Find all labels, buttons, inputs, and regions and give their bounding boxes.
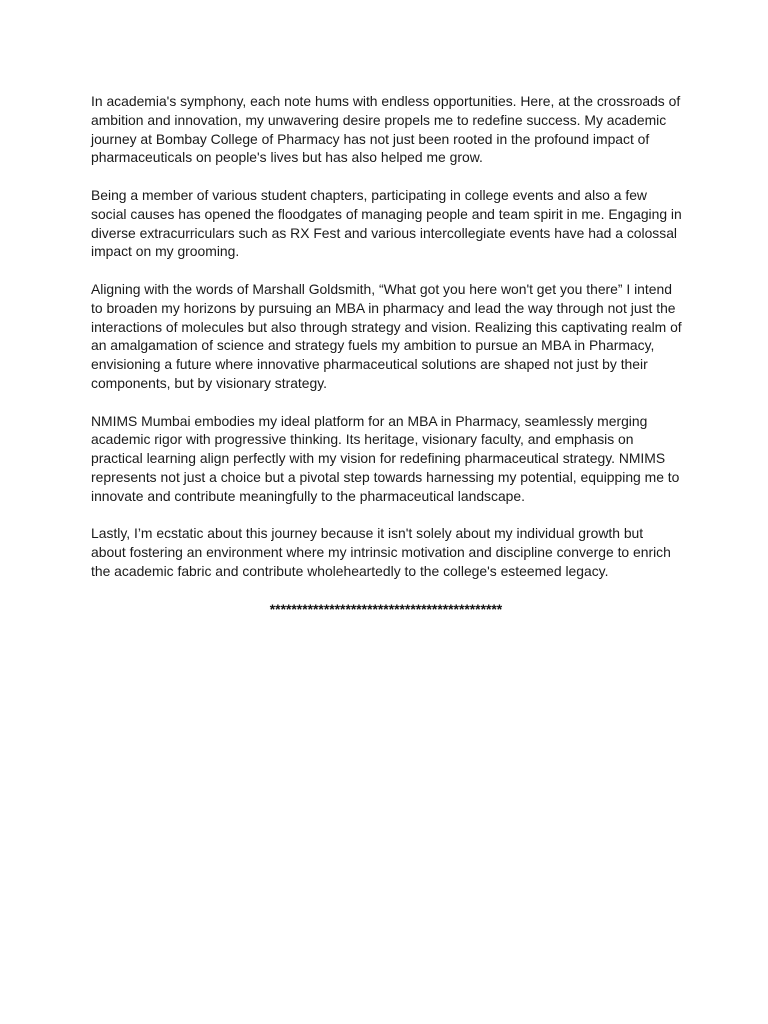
paragraph-goals: Aligning with the words of Marshall Goldsmith, “What got you here won't get you there” I intend to broaden my horizons by pursuing an MBA in pharmacy and lead the way through not just the interactions of molecules but also through strategy and vision. Realizing this captivating realm of an amalgamation of science and strategy fuels my ambition to pursue an MBA in Pharmacy, envisioning a future where innovative pharmaceutical solutions are shaped not just by their components, but by visionary strategy. — [91, 280, 682, 391]
paragraph-nmims: NMIMS Mumbai embodies my ideal platform for an MBA in Pharmacy, seamlessly merging academic rigor with progressive thinking. Its heritage, visionary faculty, and emphasis on practical learning align perfectly with my vision for redefining pharmaceutical strategy. NMIMS represents not just a choice but a pivotal step towards harnessing my potential, equipping me to innovate and contribute meaningfully to the pharmaceutical landscape. — [91, 412, 680, 504]
paragraph-intro: In academia's symphony, each note hums with endless opportunities. Here, at the crossroads of ambition and innovation, my unwavering desire propels me to redefine success. My academic journey at Bombay College of Pharmacy has not just been rooted in the profound impact of pharmaceuticals on people's lives but has also helped me grow. — [91, 93, 681, 166]
paragraph-activities: Being a member of various student chapters, participating in college events and also a few social causes has opened the floodgates of managing people and team spirit in me. Engaging in diverse extracurriculars such as RX Fest and various intercollegiate events have had a colossal impact on my grooming. — [91, 186, 682, 260]
asterisk-divider: ******************************************* — [269, 600, 503, 617]
paragraph-closing: Lastly, I’m ecstatic about this journey because it isn't solely about my individual growth but about fostering an environment where my intrinsic motivation and discipline converge to enrich the academic fabric and contribute wholeheartedly to the college's esteemed legacy. — [91, 525, 671, 579]
document-body — [91, 92, 681, 618]
